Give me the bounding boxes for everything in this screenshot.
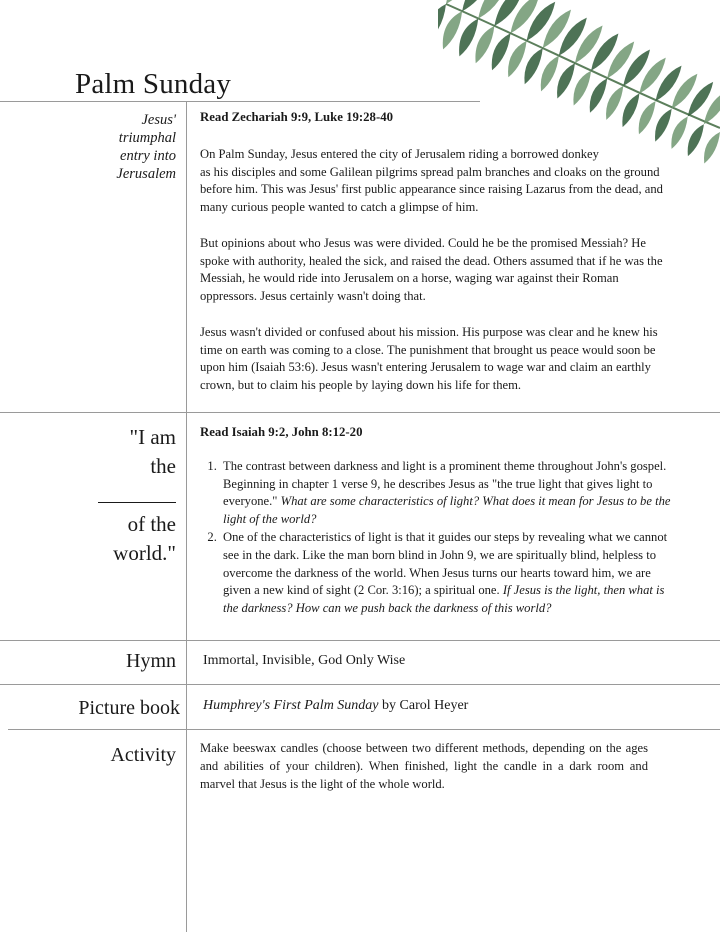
picture-book-title: Humphrey's First Palm Sunday (203, 698, 379, 713)
hymn-rule (0, 684, 720, 685)
picture-book-author: by Carol Heyer (378, 698, 469, 713)
palm-frond (573, 71, 591, 106)
section2-body (200, 424, 676, 618)
palm-frond (557, 63, 575, 98)
palm-frond (688, 124, 704, 156)
title-rule (0, 101, 480, 102)
picture-book-label: Picture book (78, 697, 180, 719)
section1-paragraph-1: On Palm Sunday, Jesus entered the city of Jerusalem riding a borrowed donkey as his disciples and some Galilean pilgrims spread palm branches and cloaks on the ground before him. This was Jesus' first public appearance since raising Lazarus from the dead, and many curious people wanted to catch a glimpse of him. (200, 146, 663, 215)
section1-rule (0, 412, 720, 413)
section1-reading: Read Zechariah 9:9, Luke 19:28-40 (200, 110, 394, 124)
light-of-world-quote: "I am the of the world." (46, 423, 176, 568)
page-title: Palm Sunday (75, 68, 232, 100)
hymn-label: Hymn (126, 650, 176, 672)
palm-frond (590, 78, 607, 112)
activity-label: Activity (110, 744, 176, 766)
section1-paragraph-3: Jesus wasn't divided or confused about his mission. His purpose was clear and he knew his time on earth was coming to a close. The punishment that brought us peace would soon be upon him (Isaiah 53:6). Jesus wasn't entering Jerusalem to wage war and claim an earthly crown, but to claim his people by laying down his life for them. (200, 324, 658, 393)
palm-frond (459, 19, 478, 57)
section1-body (200, 109, 676, 395)
discussion-list (200, 458, 676, 618)
palm-frond (475, 26, 494, 63)
palm-frond (524, 48, 542, 84)
fill-in-blank (46, 481, 176, 510)
column-divider (186, 101, 187, 932)
palm-frond (443, 11, 462, 49)
palm-frond (492, 33, 511, 70)
palm-frond (508, 41, 527, 77)
section2-rule (0, 640, 720, 641)
activity-text: Make beeswax candles (choose between two different methods, depending on the ages and abilities of your children). When finished, light the candle in a dark room and marvel that Jesus is the light of the whole world. (200, 741, 648, 791)
list-item: 1. The contrast between darkness and light is a prominent theme throughout John's gospel. Beginning in chapter 1 verse 9, he describes Jesus as "the true light that gives light to everyone." What are some characteristics of light? What does it mean for Jesus to be the light of the world? (220, 458, 676, 529)
palm-frond (541, 56, 559, 92)
list-item: 2. One of the characteristics of light is that it guides our steps by revealing what we cannot see in the dark. Like the man born blind in John 9, we are spiritually blind, helpless to overcome the darkness of the world. When Jesus turns our hearts toward him, we are given a new kind of sight (2 Cor. 3:16); a spiritual one. If Jesus is the light, then what is the darkness? How can we push back the darkness of this world? (220, 529, 676, 618)
section2-reading: Read Isaiah 9:2, John 8:12-20 (200, 425, 363, 439)
picture-book-entry (203, 697, 679, 715)
hymn-title: Immortal, Invisible, God Only Wise (203, 653, 406, 668)
palm-frond (704, 132, 720, 164)
section1-label: Jesus' triumphal entry into Jerusalem (116, 112, 176, 182)
section1-paragraph-2: But opinions about who Jesus was were divided. Could he be the promised Messiah? He spoke with authority, healed the sick, and raised the dead. Others assumed that if he was the Messiah, he would ride into Jerusalem on a horse, waging war against their Roman oppressors. Jesus certainly wasn't doing that. (200, 235, 663, 304)
picture-book-rule (8, 729, 720, 730)
